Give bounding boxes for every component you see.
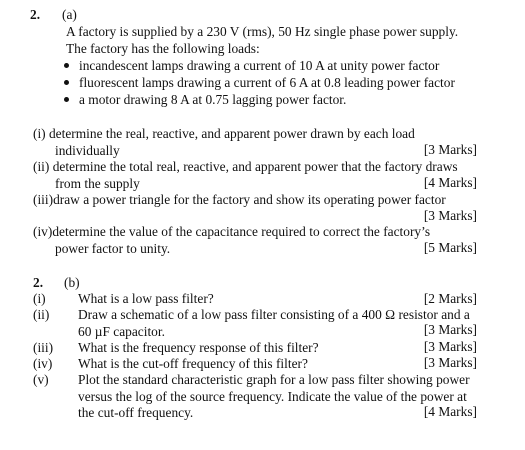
item-label: (iii) [33, 340, 54, 355]
marks-label: [3 Marks] [423, 142, 477, 157]
item-text: the cut-off frequency. [78, 405, 194, 420]
bullet-icon [64, 80, 69, 85]
marks-label: [3 Marks] [423, 322, 477, 337]
item-text: 60 µF capacitor. [78, 324, 165, 339]
item-text: What is the cut-off frequency of this filter? [78, 356, 308, 371]
bullet-icon [64, 97, 69, 102]
marks-label: [3 Marks] [423, 208, 477, 223]
question-i-line-1: (i) determine the real, reactive, and apparent power drawn by each load [33, 126, 415, 141]
question-iii-line-1: (iii)draw a power triangle for the factory and show its operating power factor [33, 192, 446, 207]
question-number: 2. [30, 7, 41, 22]
item-label: (i) [33, 291, 46, 306]
marks-label: [3 Marks] [423, 339, 477, 354]
item-label: (v) [33, 372, 49, 387]
intro-line-2: The factory has the following loads: [66, 41, 260, 56]
question-i-line-2: individually [55, 143, 120, 158]
item-text: What is the frequency response of this filter? [78, 340, 319, 355]
item-text: Draw a schematic of a low pass filter consisting of a 400 Ω resistor and a [78, 307, 470, 322]
item-label: (ii) [33, 307, 50, 322]
marks-label: [3 Marks] [423, 355, 477, 370]
load-item: a motor drawing 8 A at 0.75 lagging power factor. [79, 92, 347, 107]
item-text: What is a low pass filter? [78, 291, 214, 306]
question-iv-line-2: power factor to unity. [55, 241, 171, 256]
load-item: fluorescent lamps drawing a current of 6 A at 0.8 leading power factor [79, 75, 455, 90]
marks-label: [2 Marks] [423, 291, 477, 306]
question-number: 2. [33, 275, 44, 290]
part-label: (a) [62, 7, 77, 22]
intro-line-1: A factory is supplied by a 230 V (rms), 50 Hz single phase power supply. [66, 24, 459, 39]
part-label: (b) [64, 275, 80, 290]
question-ii-line-1: (ii) determine the total real, reactive, and apparent power that the factory draws [33, 159, 458, 174]
question-ii-line-2: from the supply [55, 176, 140, 191]
item-text: versus the log of the source frequency. Indicate the value of the power at [78, 389, 467, 404]
marks-label: [4 Marks] [423, 175, 477, 190]
marks-label: [5 Marks] [423, 240, 477, 255]
question-iv-line-1: (iv)determine the value of the capacitance required to correct the factory’s [33, 224, 431, 239]
marks-label: [4 Marks] [423, 404, 477, 419]
load-item: incandescent lamps drawing a current of 10 A at unity power factor [79, 58, 440, 73]
bullet-icon [64, 63, 69, 68]
item-label: (iv) [33, 356, 53, 371]
item-text: Plot the standard characteristic graph for a low pass filter showing power [78, 372, 470, 387]
